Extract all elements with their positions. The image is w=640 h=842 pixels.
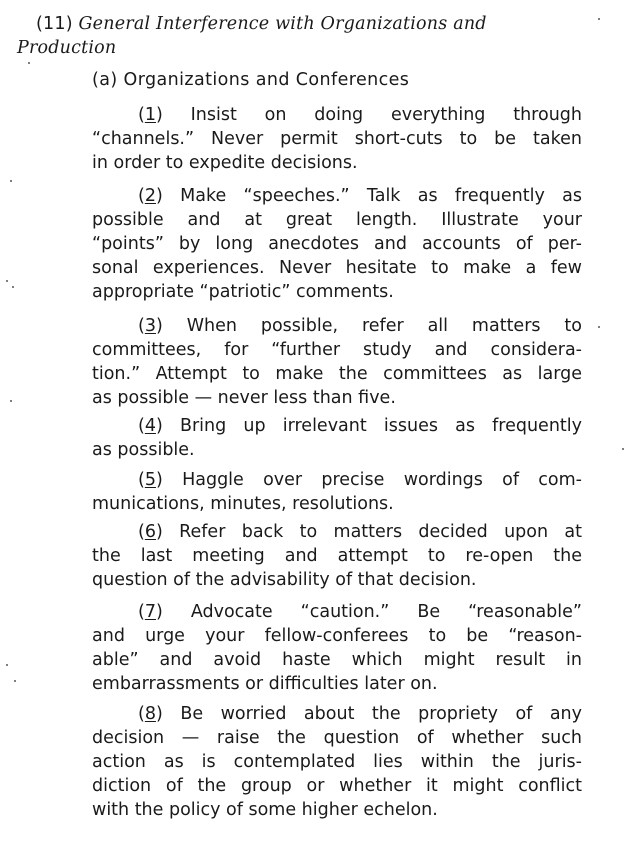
item-number: (1) [138,105,163,125]
section-title-line1: General Interference with Organizations and [78,14,487,34]
section-title-line2: Production [17,38,117,58]
section-number: (11) [36,14,73,34]
scan-speck [28,62,30,64]
subsection-heading: (a) Organizations and Conferences [92,70,410,90]
item-8: (8) Be worried about the propriety of any decision — raise the question of whether such action as is contemplated lies within the juris- diction of the group or whether it might conflict with the policy of some higher echelon. [92,704,582,820]
item-1: (1) Insist on doing everything through “channels.” Never permit short-cuts to be taken in order to expedite decisions. [92,105,582,173]
item-number: (2) [138,186,163,206]
item-number: (8) [138,704,163,724]
item-2: (2) Make “speeches.” Talk as frequently as possible and at great length. Illustrate your “points” by long anecdotes and accounts of per- sonal experiences. Never hesitate to make a few appropriate “patriotic” comments. [92,186,582,302]
scan-speck [598,18,600,20]
scan-speck [12,286,14,288]
scan-speck [622,448,624,450]
item-5: (5) Haggle over precise wordings of com- munications, minutes, resolutions. [92,470,582,514]
item-6: (6) Refer back to matters decided upon at the last meeting and attempt to re-open the question of the advisability of that decision. [92,522,582,590]
item-3: (3) When possible, refer all matters to committees, for “further study and considera- tion.” Attempt to make the committees as large as possible — never less than five. [92,316,582,408]
item-number: (5) [138,470,163,490]
scan-speck [6,280,8,282]
scan-speck [14,680,16,682]
item-number: (4) [138,416,163,436]
item-number: (6) [138,522,163,542]
item-4: (4) Bring up irrelevant issues as frequently as possible. [92,416,582,460]
item-number: (7) [138,602,163,622]
section-heading-continued [17,38,116,58]
section-heading [36,14,487,34]
item-7: (7) Advocate “caution.” Be “reasonable” and urge your fellow-conferees to be “reason- able” and avoid haste which might result in embarrassments or difficulties later on. [92,602,582,694]
scan-speck [10,180,12,182]
scan-speck [6,664,8,666]
scan-speck [598,326,600,328]
item-number: (3) [138,316,163,336]
scan-speck [10,400,12,402]
